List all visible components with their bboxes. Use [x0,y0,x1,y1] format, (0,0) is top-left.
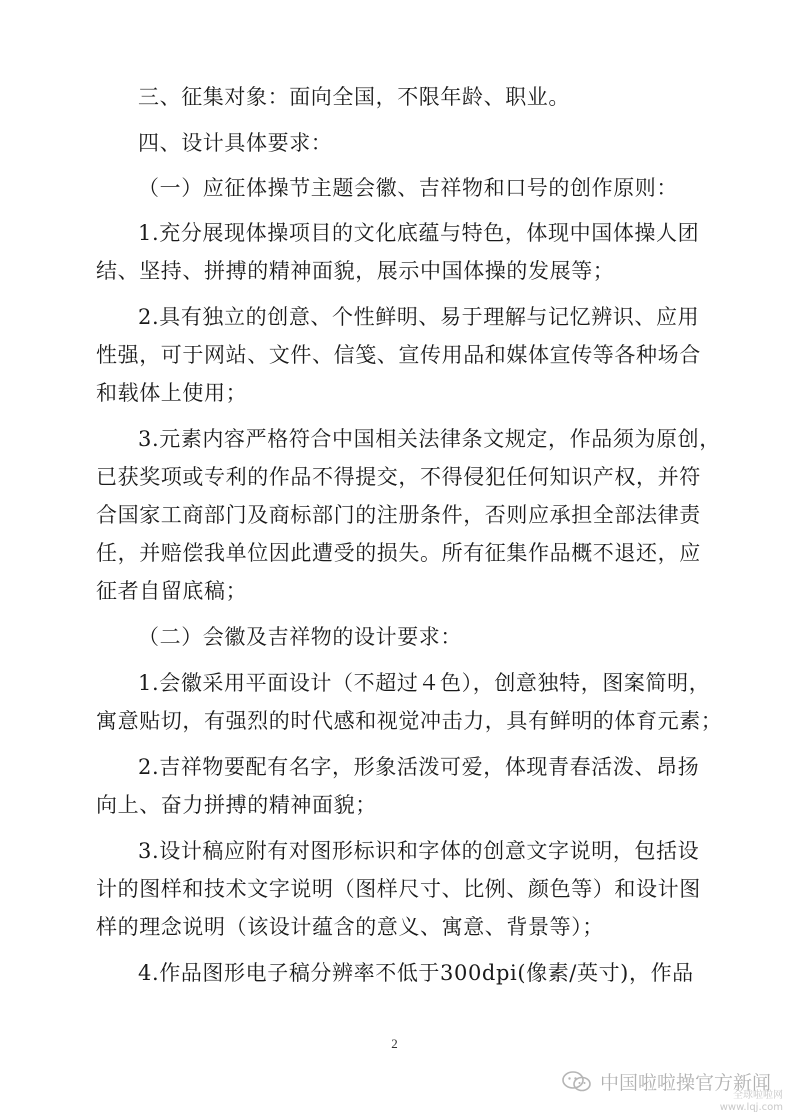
text-line: 四、设计具体要求： [138,131,333,155]
text-line: 向上、奋力拼搏的精神面貌； [96,793,377,817]
text-line: 合国家工商部门及商标部门的注册条件，否则应承担全部法律责 [96,503,701,527]
text-line: 计的图样和技术文字说明（图样尺寸、比例、颜色等）和设计图 [96,877,701,901]
text-line: 3.设计稿应附有对图形标识和字体的创意文字说明，包括设 [138,839,700,863]
text-line: 1.充分展现体操项目的文化底蕴与特色，体现中国体操人团 [138,221,700,245]
page-number: 2 [391,1036,398,1051]
site-watermark-name: 全球啦啦网 [733,1090,783,1101]
text-line: 2.具有独立的创意、个性鲜明、易于理解与记忆辨识、应用 [138,305,700,329]
text-line: 结、坚持、拼搏的精神面貌，展示中国体操的发展等； [96,259,615,283]
text-line: 2.吉祥物要配有名字，形象活泼可爱，体现青春活泼、昂扬 [138,755,700,779]
site-watermark-url: www.lqj.com [719,1102,783,1113]
site-watermark-logo [720,1090,783,1114]
text-line: 寓意贴切，有强烈的时代感和视觉冲击力，具有鲜明的体育元素； [96,709,723,733]
text-line: （二）会徽及吉祥物的设计要求： [138,625,462,649]
wechat-icon [562,1070,592,1094]
text-line: 1.会徽采用平面设计（不超过４色），创意独特，图案简明， [138,671,711,695]
text-line: 任，并赔偿我单位因此遭受的损失。所有征集作品概不退还，应 [96,541,701,565]
text-line: 已获奖项或专利的作品不得提交，不得侵犯任何知识产权，并符 [96,465,701,489]
text-line: （一）应征体操节主题会徽、吉祥物和口号的创作原则： [138,176,678,200]
text-line: 和载体上使用； [96,381,248,405]
text-line: 3.元素内容严格符合中国相关法律条文规定，作品须为原创， [138,427,721,451]
text-line: 性强，可于网站、文件、信笺、宣传用品和媒体宣传等各种场合 [96,343,701,367]
watermark-text: 中国啦啦操官方新闻 [599,1072,771,1094]
text-line: 征者自留底稿； [96,579,248,603]
text-line: 样的理念说明（该设计蕴含的意义、寓意、背景等）； [96,915,604,939]
text-line: 4.作品图形电子稿分辨率不低于300dpi(像素/英寸)，作品 [138,961,694,985]
text-line: 三、征集对象：面向全国，不限年龄、职业。 [138,85,570,109]
